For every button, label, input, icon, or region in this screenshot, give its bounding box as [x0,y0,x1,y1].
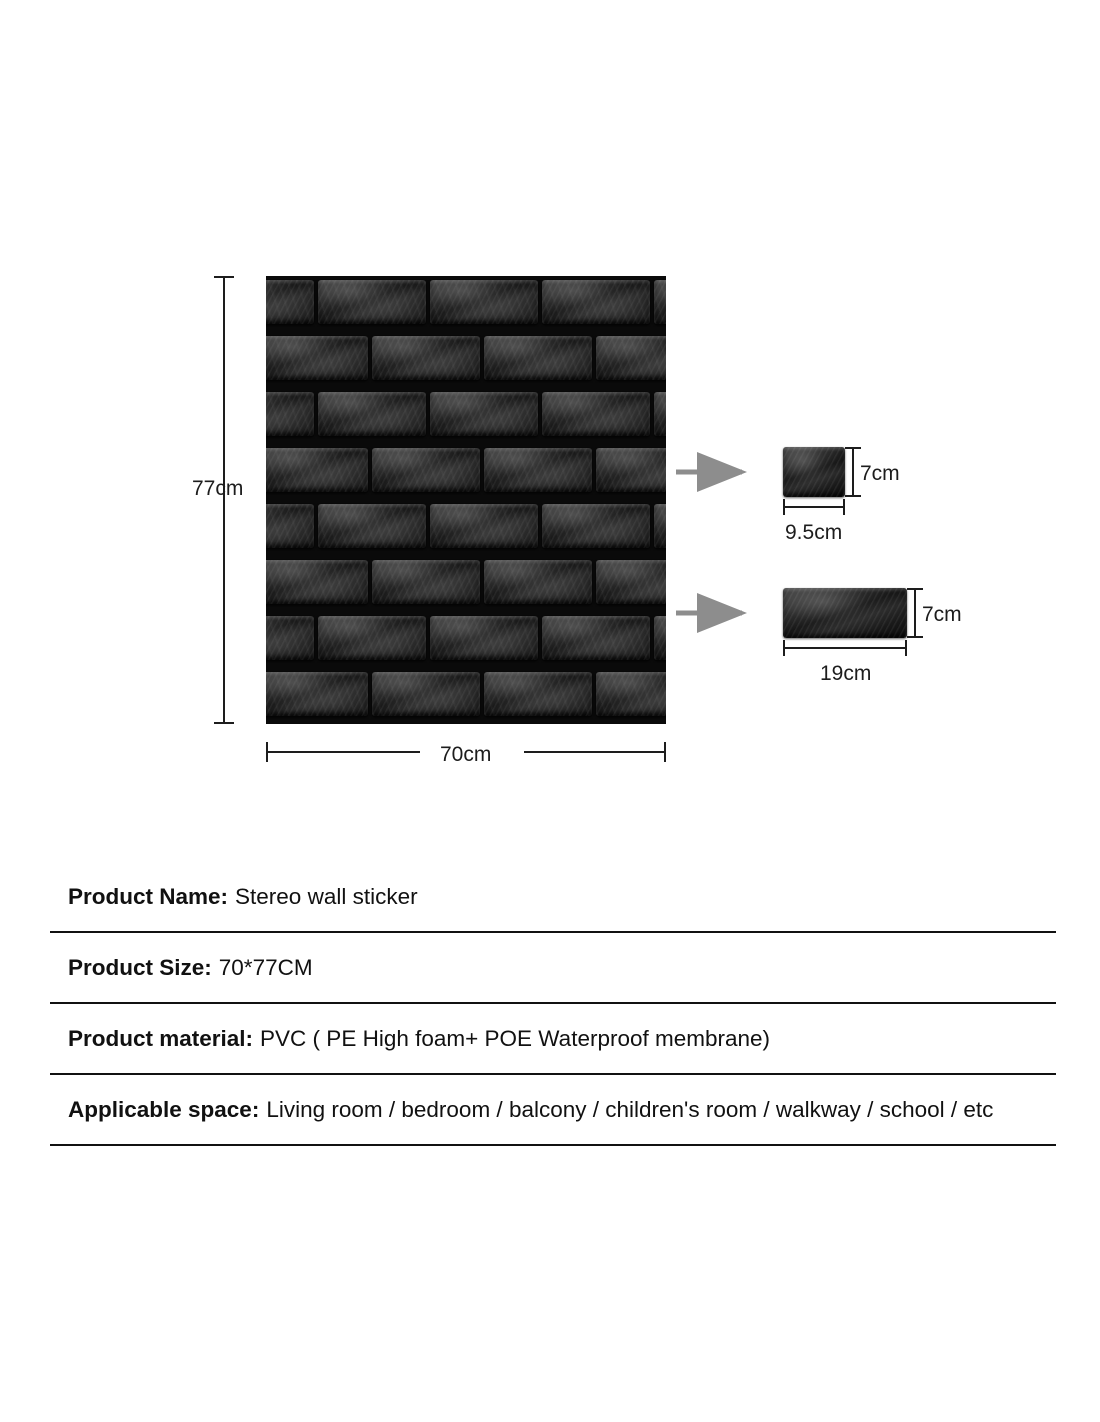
brick [484,672,592,716]
brick [318,504,426,548]
spec-row-product-material [50,1004,1056,1075]
brick [430,392,538,436]
brick [596,448,666,492]
brick [372,672,480,716]
brick-row [266,444,666,500]
brick [266,672,368,716]
brick-row [266,556,666,612]
brick-row [266,332,666,388]
brick-row [266,276,666,332]
large-width-bracket [783,640,907,656]
large-height-bracket [907,588,923,638]
brick [484,560,592,604]
brick-panel-image [266,276,666,724]
spec-row-applicable-space [50,1075,1056,1146]
spec-value: Stereo wall sticker [235,883,418,909]
spec-key: Product Name: [68,883,229,909]
brick-row [266,388,666,444]
small-height-bracket [845,447,861,497]
brick [266,560,368,604]
brick [266,336,368,380]
spec-value: PVC ( PE High foam+ POE Waterproof membrane) [260,1025,771,1051]
brick [266,448,368,492]
brick [266,392,314,436]
brick [372,336,480,380]
brick [596,336,666,380]
brick [372,448,480,492]
dimension-label-large-brick-height: 7cm [922,603,962,626]
brick [430,280,538,324]
spec-value: 70*77CM [218,954,313,980]
brick [542,504,650,548]
brick [654,392,666,436]
brick [596,560,666,604]
brick [372,560,480,604]
large-brick-swatch [783,588,907,638]
dimension-label-small-brick-height: 7cm [860,462,900,485]
dimension-label-panel-width: 70cm [440,743,492,766]
brick [542,280,650,324]
brick [318,392,426,436]
spec-row-product-name [50,862,1056,933]
small-width-bracket [783,499,845,515]
brick [654,280,666,324]
brick [596,672,666,716]
brick [430,504,538,548]
brick [266,504,314,548]
spec-key: Applicable space: [68,1096,260,1122]
small-brick-swatch [783,447,845,497]
spec-value: Living room / bedroom / balcony / children's room / walkway / school / etc [266,1096,994,1122]
brick [266,616,314,660]
brick [430,616,538,660]
brick [542,616,650,660]
brick [266,280,314,324]
brick [654,616,666,660]
brick [318,616,426,660]
brick [484,336,592,380]
brick [542,392,650,436]
brick [484,448,592,492]
brick-row [266,612,666,668]
dimension-label-large-brick-width: 19cm [820,662,872,685]
spec-key: Product Size: [68,954,212,980]
dimension-label-small-brick-width: 9.5cm [785,521,843,544]
brick-row [266,668,666,724]
brick [318,280,426,324]
dimension-label-panel-height: 77cm [192,477,244,500]
product-spec-table [50,862,1056,1146]
spec-row-product-size [50,933,1056,1004]
spec-key: Product material: [68,1025,254,1051]
brick [654,504,666,548]
brick-row [266,500,666,556]
brick-rows [266,276,666,724]
